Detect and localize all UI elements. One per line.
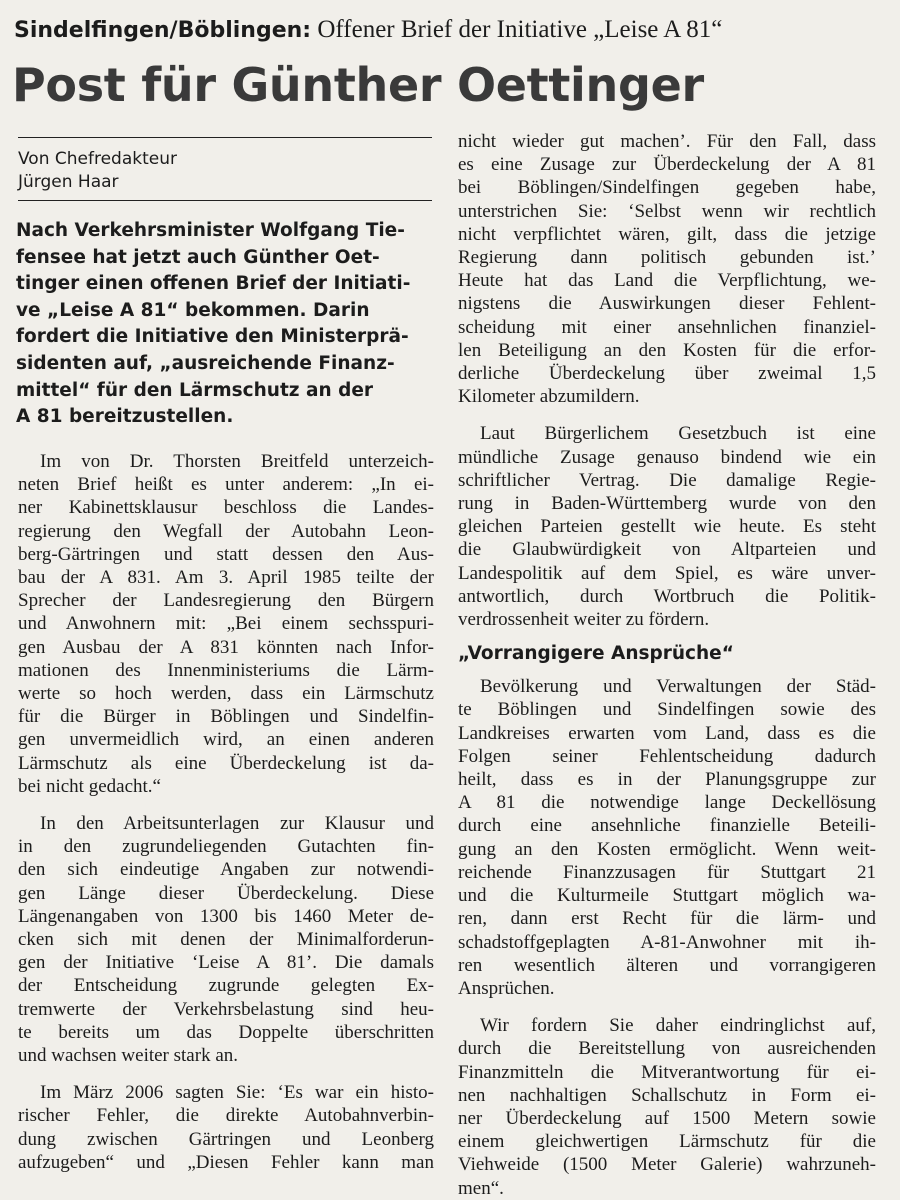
text-line: mationen des Innenministeriums die Lärm- — [18, 659, 434, 681]
byline-rule-top — [18, 137, 432, 138]
lead-line: sidenten auf, „ausreichende Finanz- — [16, 352, 395, 374]
byline-rule-bottom — [18, 200, 432, 201]
lead-line: Nach Verkehrsminister Wolfgang Tie- — [16, 220, 405, 241]
text-line: und wachsen weiter stark an. — [18, 1045, 239, 1067]
text-line: cken sich mit denen der Minimalforderun- — [18, 929, 434, 951]
text-line: ner Überdeckelung auf 1500 Metern sowie — [458, 1107, 876, 1129]
lead-line: ve „Leise A 81“ bekommen. Darin — [16, 299, 370, 321]
text-line: nigstens die Auswirkungen dieser Fehlent- — [458, 293, 876, 315]
text-line: Sprecher der Landesregierung den Bürgern — [18, 590, 434, 612]
text-line: tremwerte der Verkehrsbelastung sind heu- — [18, 998, 434, 1020]
text-line: regierung den Wegfall der Autobahn Leon- — [18, 520, 434, 542]
text-line: nicht verpflichtet wären, gilt, dass die jetzige — [458, 223, 876, 245]
text-line: In den Arbeitsunterlagen zur Klausur und — [40, 813, 434, 835]
text-line: Viehweide (1500 Meter Galerie) wahrzuneh- — [458, 1154, 876, 1176]
paragraph — [18, 450, 434, 798]
text-line: durch eine ansehnliche finanzielle Beteili- — [458, 815, 876, 837]
text-line: heilt, dass es in der Planungsgruppe zur — [458, 769, 876, 791]
text-line: die Glaubwürdigkeit von Altparteien und — [458, 539, 876, 561]
left-column — [18, 450, 434, 1174]
headline: Post für Günther Oettinger — [12, 58, 704, 112]
subheading: „Vorrangigere Ansprüche“ — [458, 643, 734, 665]
text-line: derliche Überdeckelung über zweimal 1,5 — [458, 363, 876, 385]
paragraph — [458, 130, 876, 408]
text-line: Kilometer abzumildern. — [458, 386, 640, 408]
text-line: mündliche Zusage genauso bindend wie ein — [458, 446, 876, 468]
lead-line: mittel“ für den Lärmschutz an der — [16, 379, 374, 401]
text-line: Landkreises erwarten vom Land, dass es die — [458, 722, 876, 744]
right-column — [458, 130, 876, 1200]
text-line: in den zugrundeliegenden Gutachten fin- — [18, 836, 434, 858]
text-line: gung an den Kosten ermöglicht. Wenn weit- — [458, 838, 876, 860]
text-line: verdrossenheit weiter zu fördern. — [458, 609, 710, 631]
text-line: schriftlicher Vertrag. Die damalige Regie- — [458, 469, 876, 491]
text-line: gen Länge dieser Überdeckelung. Diese — [18, 882, 434, 904]
text-line: aufzugeben“ und „Diesen Fehler kann man — [18, 1151, 434, 1173]
text-line: den sich eindeutige Angaben zur notwendi- — [18, 859, 434, 881]
text-line: Im von Dr. Thorsten Breitfeld unterzeich- — [40, 451, 434, 472]
text-line: Landespolitik auf dem Spiel, es wäre unver- — [458, 562, 876, 584]
paragraph — [18, 1081, 434, 1174]
text-line: gen unvermeidlich wird, an einen anderen — [18, 729, 434, 751]
text-line: Folgen seiner Fehlentscheidung dadurch — [458, 745, 876, 767]
text-line: Wir fordern Sie daher eindringlichst auf, — [480, 1015, 876, 1037]
text-line: unterstrichen Sie: ‘Selbst wenn wir rechtlich — [458, 200, 876, 222]
text-line: rung in Baden-Württemberg wurde von den — [458, 493, 876, 515]
text-line: Regierung dann politisch gebunden ist.’ — [458, 247, 876, 269]
text-line: men“. — [458, 1177, 504, 1199]
text-line: te bereits um das Doppelte überschritten — [18, 1021, 434, 1043]
text-line: Laut Bürgerlichem Gesetzbuch ist eine — [480, 423, 876, 445]
text-line: berg-Gärtringen und statt dessen den Aus- — [18, 543, 434, 565]
lead-paragraph — [16, 218, 436, 431]
text-line: len Beteiligung an den Kosten für die erfor- — [458, 339, 876, 361]
text-line: einem gleichwertigen Lärmschutz für die — [458, 1131, 876, 1153]
text-line: es eine Zusage zur Überdeckelung der A 81 — [458, 154, 876, 176]
text-line: durch die Bereitstellung von ausreichenden — [458, 1038, 876, 1060]
lead-line: fordert die Initiative den Ministerprä- — [16, 326, 409, 348]
roofline-topic: Offener Brief der Initiative „Leise A 81“ — [311, 16, 723, 43]
text-line: antwortlich, durch Wortbruch die Politik- — [458, 585, 876, 607]
roofline-location: Sindelfingen/Böblingen: — [14, 18, 312, 43]
paragraph — [458, 675, 876, 1000]
text-line: schadstoffgeplagten A-81-Anwohner mit ih- — [458, 931, 876, 953]
text-line: und Anwohnern mit: „Bei einem sechsspuri- — [18, 613, 434, 635]
text-line: Bevölkerung und Verwaltungen der Städ- — [480, 676, 876, 698]
text-line: und die Kulturmeile Stuttgart möglich wa- — [458, 885, 876, 907]
paragraph — [18, 812, 434, 1067]
byline-line: Jürgen Haar — [18, 172, 119, 192]
text-line: gleichen Parteien gestellt wie heute. Es steht — [458, 516, 876, 538]
text-line: Im März 2006 sagten Sie: ‘Es war ein histo- — [40, 1082, 434, 1104]
lead-line: tinger einen offenen Brief der Initiati- — [16, 273, 411, 295]
text-line: dung zwischen Gärtringen und Leonberg — [18, 1128, 434, 1150]
text-line: Längenangaben von 1300 bis 1460 Meter de- — [18, 905, 434, 927]
text-line: gen Ausbau der A 831 könnten nach Infor- — [18, 636, 434, 658]
paragraph — [458, 422, 876, 631]
text-line: bau der A 831. Am 3. April 1985 teilte der — [18, 567, 434, 589]
text-line: neten Brief heißt es unter anderem: „In ei- — [18, 474, 434, 496]
paragraph — [458, 1014, 876, 1200]
byline-line: Von Chefredakteur — [18, 149, 177, 169]
text-line: scheidung mit einer ansehnlichen finanziel- — [458, 316, 876, 338]
text-line: bei Böblingen/Sindelfingen gegeben habe, — [458, 177, 876, 199]
text-line: nicht wieder gut machen’. Für den Fall, dass — [458, 131, 876, 152]
text-line: ner Kabinettsklausur beschloss die Landes- — [18, 497, 434, 519]
text-line: nen nachhaltigen Schallschutz in Form ei- — [458, 1084, 876, 1106]
text-line: Lärmschutz als eine Überdeckelung ist da- — [18, 752, 434, 774]
text-line: Heute hat das Land die Verpflichtung, we- — [458, 270, 876, 292]
text-line: der Entscheidung zugrunde gelegten Ex- — [18, 975, 434, 997]
roofline — [14, 14, 884, 47]
lead-line: A 81 bereitzustellen. — [16, 406, 234, 428]
text-line: bei nicht gedacht.“ — [18, 775, 161, 797]
text-line: ren, dann erst Recht für die lärm- und — [458, 908, 876, 930]
text-line: te Böblingen und Sindelfingen sowie des — [458, 699, 876, 721]
lead-line: fensee hat jetzt auch Günther Oet- — [16, 246, 380, 268]
text-line: ren wesentlich älteren und vorrangigeren — [458, 954, 876, 976]
byline — [18, 148, 418, 194]
text-line: rischer Fehler, die direkte Autobahnverbin- — [18, 1105, 434, 1127]
text-line: werte so hoch werden, dass ein Lärmschutz — [18, 683, 434, 705]
text-line: Finanzmitteln die Mitverantwortung für ei- — [458, 1061, 876, 1083]
text-line: A 81 die notwendige lange Deckellösung — [458, 792, 876, 814]
text-line: für die Bürger in Böblingen und Sindelfin- — [18, 706, 434, 728]
text-line: Ansprüchen. — [458, 977, 555, 999]
text-line: gen der Initiative ‘Leise A 81’. Die damals — [18, 952, 434, 974]
text-line: reichende Finanzzusagen für Stuttgart 21 — [458, 861, 876, 883]
